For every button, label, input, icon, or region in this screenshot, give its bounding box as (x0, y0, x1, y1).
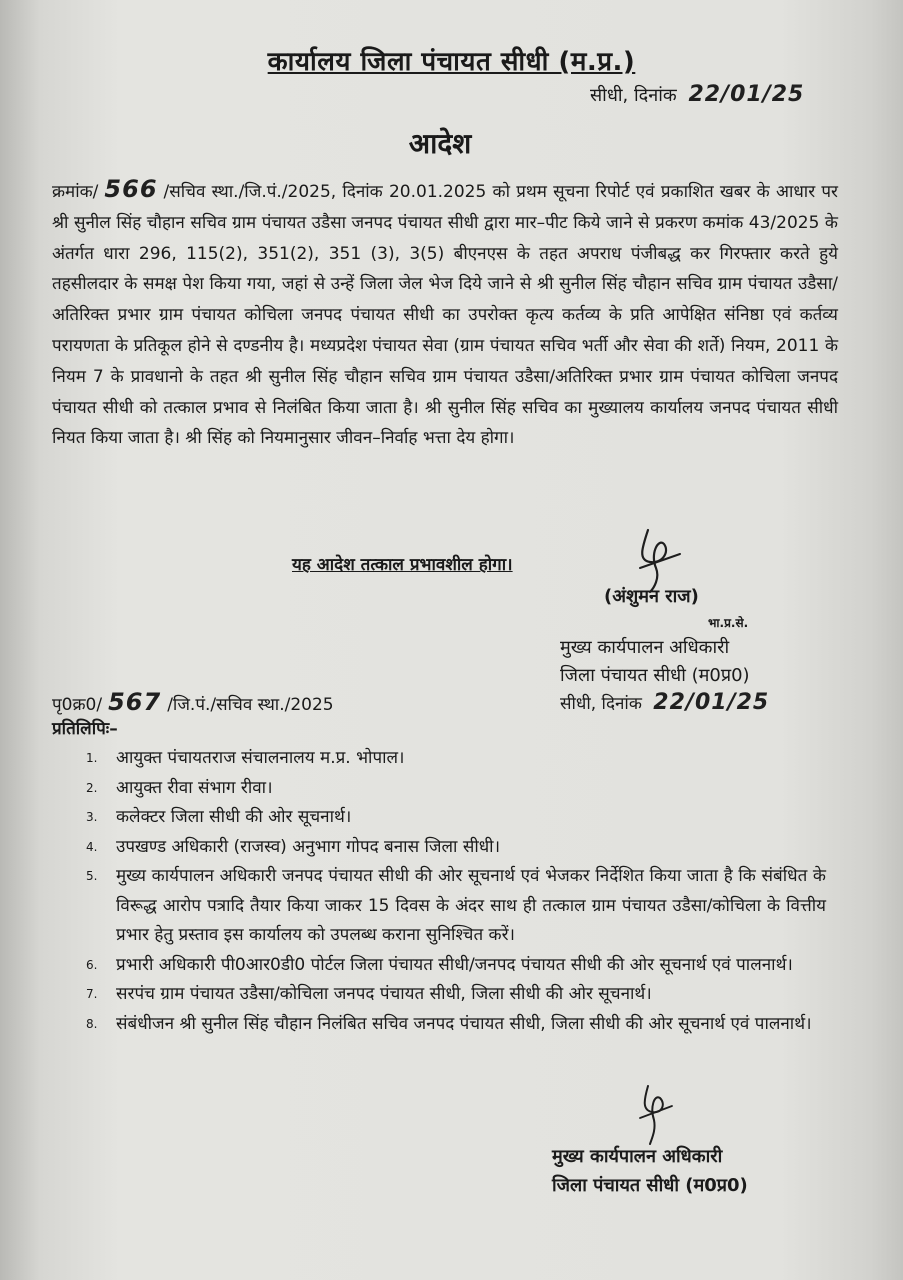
endorsement-prefix: पृ0क्र0/ (52, 695, 103, 715)
list-item-text: आयुक्त रीवा संभाग रीवा। (116, 777, 273, 798)
header-date-handwritten: 22/01/25 (688, 82, 805, 107)
signatory-date-handwritten: 22/01/25 (653, 690, 770, 715)
list-item-number: 4. (86, 839, 98, 854)
list-item (86, 744, 826, 774)
list-item-number: 5. (86, 869, 98, 883)
order-ref-prefix: क्रमांक/ (52, 182, 99, 202)
list-item-number: 2. (86, 780, 98, 795)
signatory-designation: मुख्य कार्यपालन अधिकारी (560, 637, 730, 658)
effective-line: यह आदेश तत्काल प्रभावशील होगा। (292, 555, 513, 575)
order-title: आदेश (408, 127, 472, 160)
signatory-designation-block (560, 634, 750, 690)
signatory-service: भा.प्र.से. (708, 616, 749, 630)
list-item-text: मुख्य कार्यपालन अधिकारी जनपद पंचायत सीधी की ओर सूचनार्थ एवं भेजकर निर्देशित किया जाता है कि संबंधित के विरूद्ध आरोप पत्रादि तैयार किया जाकर 15 दिवस के अंदर साथ ही तत्काल ग्राम पंचायत उडैसा/कोचिला के वित्तीय प्रभार हेतु प्रस्ताव इस कार्यालय को उपलब्ध कराना सुनिश्चित करें। (116, 866, 826, 945)
list-item (86, 803, 826, 833)
endorsement-number: 567 (108, 688, 162, 716)
footer-signatory (552, 1142, 748, 1200)
list-item-number: 3. (86, 810, 98, 824)
order-ref-number: 566 (104, 175, 158, 203)
footer-designation: मुख्य कार्यपालन अधिकारी (552, 1146, 723, 1167)
list-item-text: सरपंच ग्राम पंचायत उडैसा/कोचिला जनपद पंचायत सीधी, जिला सीधी की ओर सूचनार्थ। (116, 984, 652, 1004)
list-item-number: 8. (86, 1016, 98, 1031)
list-item (86, 833, 826, 863)
footer-office: जिला पंचायत सीधी (म0प्र0) (552, 1175, 748, 1196)
endorsement-suffix: /जि.पं./सचिव स्था./2025 (167, 695, 334, 715)
header-date-label: सीधी, दिनांक (590, 85, 677, 106)
copy-label: प्रतिलिपिः– (52, 719, 118, 739)
office-title: कार्यालय जिला पंचायत सीधी (म.प्र.) (267, 47, 636, 77)
signatory-date (560, 690, 769, 715)
list-item-text: कलेक्टर जिला सीधी की ओर सूचनार्थ। (116, 807, 352, 827)
list-item-number: 6. (86, 957, 98, 972)
endorsement-ref (52, 688, 334, 716)
list-item-text: संबंधीजन श्री सुनील सिंह चौहान निलंबित सचिव जनपद पंचायत सीधी, जिला सीधी की ओर सूचनार्थ एवं पालनार्थ। (116, 1013, 812, 1034)
list-item-text: उपखण्ड अधिकारी (राजस्व) अनुभाग गोपद बनास जिला सीधी। (116, 836, 501, 857)
list-item (86, 862, 826, 951)
signatory-office: जिला पंचायत सीधी (म0प्र0) (560, 665, 750, 686)
list-item (86, 1010, 826, 1040)
list-item-text: आयुक्त पंचायतराज संचालनालय म.प्र. भोपाल। (116, 748, 405, 768)
signatory-name: (अंशुमन राज) (604, 586, 699, 607)
copy-list (86, 744, 826, 1039)
list-item (86, 980, 826, 1010)
order-text: /सचिव स्था./जि.पं./2025, दिनांक 20.01.2025 को प्रथम सूचना रिपोर्ट एवं प्रकाशित खबर के आधार पर श्री सुनील सिंह चौहान सचिव ग्राम पंचायत उडैसा जनपद पंचायत सीधी द्वारा मार–पीट किये जाने से प्रकरण कमांक 43/2025 के अंतर्गत धारा 296, 115(2), 351(2), 351 (3), 3(5) बीएनएस के तहत अपराध पंजीबद्ध कर गिरफ्तार करते हुये तहसीलदार के समक्ष पेश किया गया, जहां से उन्हें जिला जेल भेज दिये जाने से श्री सुनील सिंह चौहान सचिव ग्राम पंचायत उडैसा/अतिरिक्त प्रभार ग्राम पंचायत कोचिला जनपद पंचायत सीधी का उपरोक्त कृत्य कर्तव्य के प्रति आपेक्षित संनिष्ठा एवं कर्तव्य परायणता के प्रतिकूल होने से दण्डनीय है। मध्यप्रदेश पंचायत सेवा (ग्राम पंचायत सचिव भर्ती और सेवा की शर्ते) नियम, 2011 के नियम 7 के प्रावधानो के तहत श्री सुनील सिंह चौहान सचिव ग्राम पंचायत उडैसा/अतिरिक्त प्रभार ग्राम पंचायत कोचिला जनपद पंचायत सीधी को तत्काल प्रभाव से निलंबित किया जाता है। श्री सुनील सिंह सचिव का मुख्यालय कार्यालय जनपद पंचायत सीधी नियत किया जाता है। श्री सिंह को नियमानुसार जीवन–निर्वाह भत्ता देय होगा। (52, 182, 838, 449)
list-item-number: 1. (86, 751, 98, 765)
footer-signature-mark (628, 1082, 678, 1146)
list-item-number: 7. (86, 987, 98, 1001)
order-body (52, 174, 838, 454)
header-date (590, 82, 804, 107)
list-item (86, 774, 826, 804)
list-item (86, 951, 826, 981)
signatory-date-label: सीधी, दिनांक (560, 694, 642, 714)
list-item-text: प्रभारी अधिकारी पी0आर0डी0 पोर्टल जिला पंचायत सीधी/जनपद पंचायत सीधी की ओर सूचनार्थ एवं पालनार्थ। (116, 954, 793, 975)
